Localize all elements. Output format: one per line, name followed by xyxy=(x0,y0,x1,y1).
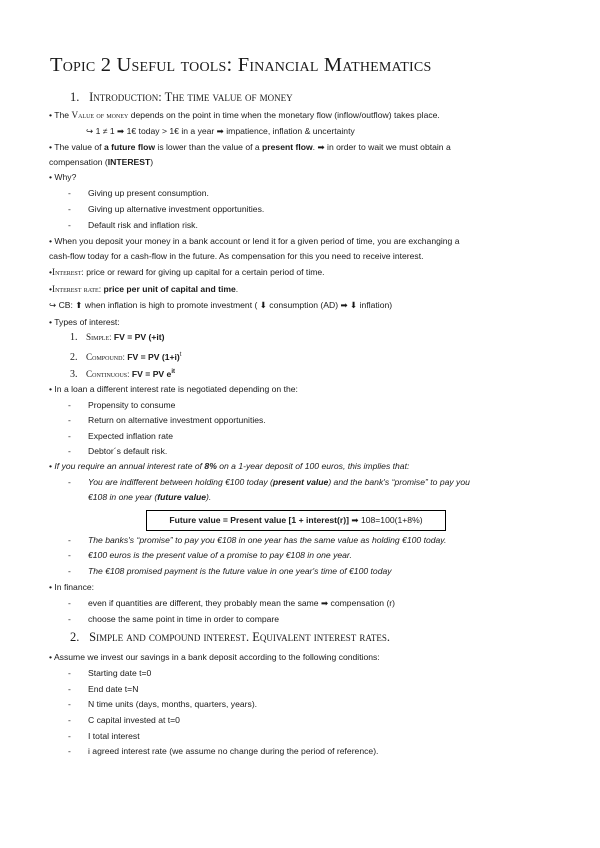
text: The xyxy=(54,110,72,120)
formula: FV = PV (+it) xyxy=(113,332,165,342)
text: Debtor´s default risk. xyxy=(88,446,168,456)
text: N time units (days, months, quarters, years). xyxy=(88,699,258,709)
paragraph-line xyxy=(49,267,325,278)
bullet: • xyxy=(49,384,53,394)
paragraph-line xyxy=(49,110,440,121)
dash: - xyxy=(68,188,71,198)
bold-text: 8% xyxy=(204,461,217,471)
text: Return on alternative investment opportunities. xyxy=(88,415,266,425)
text: i agreed interest rate (we assume no change during the period of reference). xyxy=(88,746,379,756)
italic-text: The €108 promised payment is the future value in one year's time of €100 today xyxy=(88,566,392,576)
dash: - xyxy=(68,614,71,624)
list-item: 3. Continuous: FV = PV $e^{it}$ xyxy=(70,368,175,380)
paragraph-line xyxy=(49,284,238,295)
dash: - xyxy=(68,415,71,425)
paragraph-line xyxy=(49,236,460,247)
dash: - xyxy=(68,699,71,709)
list-item: 1. Simple: FV = PV (+it) xyxy=(70,332,165,343)
list-item: 2. Compound: FV = PV $(1+i)^t$ xyxy=(70,351,182,363)
bullet: • xyxy=(49,267,53,277)
text: Starting date t=0 xyxy=(88,668,152,678)
text: End date t=N xyxy=(88,684,139,694)
dash: - xyxy=(68,566,71,576)
term: Compound xyxy=(86,351,123,362)
text: : price or reward for giving up capital for a certain period of time. xyxy=(81,267,325,277)
italic-text: ) and the bank's “promise” to pay you xyxy=(328,477,470,487)
italic-text: €100 euros is the present value of a promise to pay €108 in one year. xyxy=(88,550,352,560)
bullet: • xyxy=(49,652,53,662)
paragraph-line xyxy=(88,492,211,503)
bullet: • xyxy=(49,110,53,120)
section-title: Simple and compound interest. Equivalent interest rates. xyxy=(89,630,391,644)
superscript: it xyxy=(171,369,175,375)
dash: - xyxy=(68,431,71,441)
dash: - xyxy=(68,535,71,545)
dash: - xyxy=(68,400,71,410)
section-number: 2. xyxy=(70,630,80,644)
bold-text: price per unit of capital and time xyxy=(103,284,236,294)
text: . ➡ in order to wait we must obtain a xyxy=(312,142,451,152)
text: Default risk and inflation risk. xyxy=(88,220,198,230)
paragraph-line: ↪ 1 ≠ 1 ➡ 1€ today > 1€ in a year ➡ impatience, inflation & uncertainty xyxy=(86,126,355,136)
text: depends on the point in time when the monetary flow (inflow/outflow) takes place. xyxy=(128,110,440,120)
text: Giving up alternative investment opportunities. xyxy=(88,204,265,214)
term: Simple xyxy=(86,332,110,342)
formula: Future value = Present value [1 + interest(r)] xyxy=(169,515,349,525)
text: I total interest xyxy=(88,731,140,741)
section-heading-1 xyxy=(70,90,293,105)
italic-text: €108 in one year ( xyxy=(88,492,158,502)
text: Why? xyxy=(54,172,77,182)
text: choose the same point in time in order to compare xyxy=(88,614,280,624)
text: : xyxy=(98,284,104,294)
italic-text: ). xyxy=(206,492,212,502)
paragraph-line xyxy=(49,384,298,395)
paragraph-line xyxy=(49,172,76,183)
item-number: 1. xyxy=(70,332,78,343)
paragraph-line xyxy=(49,157,153,168)
item-number: 3. xyxy=(70,368,78,380)
page-title: Topic 2 Useful tools: Financial Mathematics xyxy=(50,54,432,76)
paragraph-line xyxy=(49,317,120,328)
text: Propensity to consume xyxy=(88,400,176,410)
text: C capital invested at t=0 xyxy=(88,715,180,725)
bullet: • xyxy=(49,236,53,246)
text: Expected inflation rate xyxy=(88,431,174,441)
bullet: • xyxy=(49,142,53,152)
formula: FV = PV e xyxy=(131,368,172,379)
paragraph-line: ↪ CB: ⬆ when inflation is high to promote investment ( ⬇ consumption (AD) ➡ ⬇ inflation) xyxy=(49,300,393,310)
dash: - xyxy=(68,477,71,487)
superscript: t xyxy=(179,352,182,358)
text: Types of interest: xyxy=(54,317,120,327)
text: When you deposit your money in a bank account or lend it for a given period of time, you are exchanging a xyxy=(54,236,460,246)
dash: - xyxy=(68,668,71,678)
dash: - xyxy=(68,731,71,741)
bold-text: future value xyxy=(157,492,206,502)
bullet: • xyxy=(49,582,53,592)
formula: FV = PV (1+i) xyxy=(127,351,180,362)
paragraph-line xyxy=(49,652,380,663)
text: Assume we invest our savings in a bank deposit according to the following conditions: xyxy=(53,652,380,662)
text: In a loan a different interest rate is negotiated depending on the: xyxy=(54,384,298,394)
term: Value of money xyxy=(71,110,129,120)
paragraph-line: cash-flow today for a cash-flow in the future. As compensation for this you need to receive interest. xyxy=(49,251,424,261)
bullet: • xyxy=(49,284,53,294)
text: is lower than the value of a xyxy=(155,142,263,152)
paragraph-line xyxy=(49,142,451,153)
dash: - xyxy=(68,550,71,560)
term: Interest rate xyxy=(52,284,99,294)
bold-text: present value xyxy=(272,477,329,487)
section-heading-2 xyxy=(70,630,390,645)
section-number: 1. xyxy=(70,90,80,104)
dash: - xyxy=(68,715,71,725)
paragraph-line xyxy=(49,461,409,472)
formula-box xyxy=(146,510,446,531)
italic-text: on a 1-year deposit of 100 euros, this implies that: xyxy=(216,461,410,471)
item-number: 2. xyxy=(70,351,78,363)
text: . xyxy=(235,284,239,294)
bold-text: INTEREST xyxy=(107,157,151,167)
bullet: • xyxy=(49,172,53,182)
italic-text: You are indifferent between holding €100 today ( xyxy=(88,477,273,487)
text: compensation ( xyxy=(49,157,108,167)
dash: - xyxy=(68,746,71,756)
bold-text: present flow xyxy=(262,142,313,152)
paragraph-line xyxy=(49,582,94,593)
term: Interest xyxy=(52,267,82,277)
formula-example: ➡ 108=100(1+8%) xyxy=(348,515,423,525)
text: The value of xyxy=(54,142,104,152)
bullet: • xyxy=(49,461,53,471)
text: ) xyxy=(150,157,154,167)
text: Giving up present consumption. xyxy=(88,188,209,198)
text xyxy=(88,477,470,488)
italic-text: The banks's “promise” to pay you €108 in one year has the same value as holding €100 today. xyxy=(88,535,447,545)
bold-text: a future flow xyxy=(103,142,156,152)
text: even if quantities are different, they probably mean the same ➡ compensation (r) xyxy=(88,598,396,608)
dash: - xyxy=(68,220,71,230)
italic-text: If you require an annual interest rate of xyxy=(54,461,205,471)
term: Continuous xyxy=(86,368,128,379)
dash: - xyxy=(68,446,71,456)
dash: - xyxy=(68,598,71,608)
bullet: • xyxy=(49,317,53,327)
dash: - xyxy=(68,204,71,214)
dash: - xyxy=(68,684,71,694)
text: In finance: xyxy=(54,582,95,592)
section-title: Introduction: The time value of money xyxy=(89,90,293,104)
